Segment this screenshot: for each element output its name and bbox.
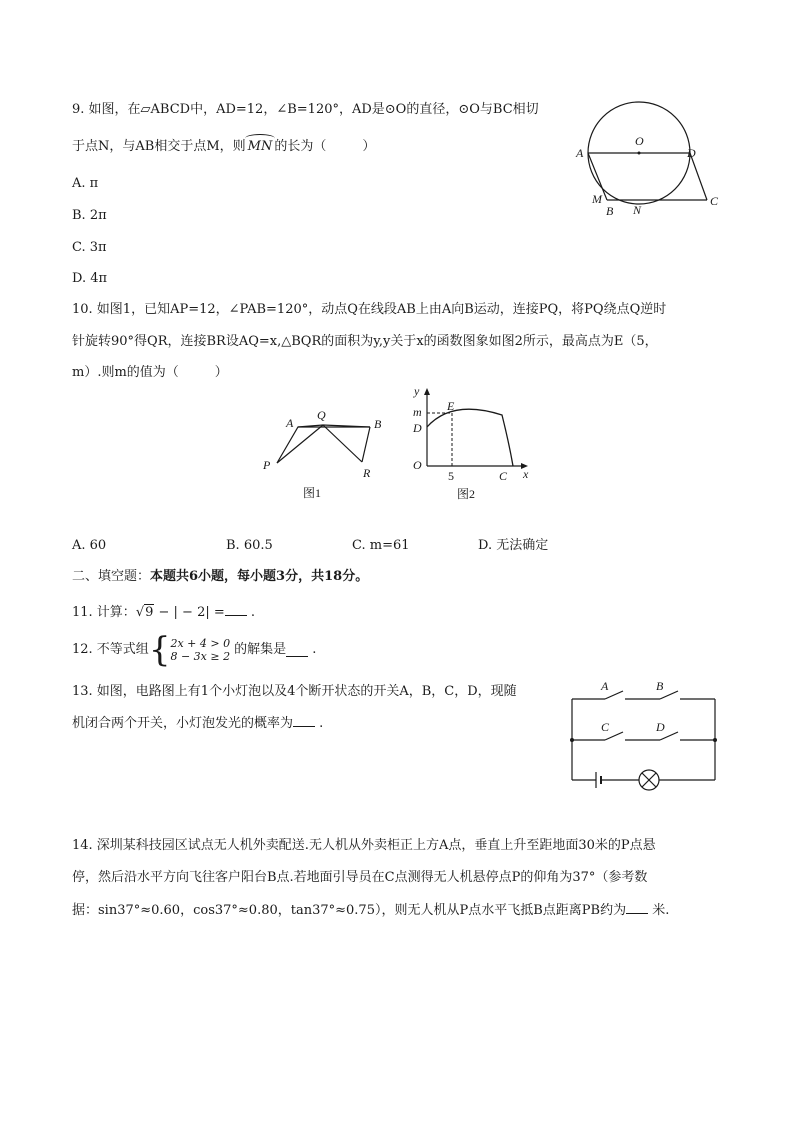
fig2-caption: 图2 [457, 487, 476, 501]
fig1-caption: 图1 [303, 486, 322, 500]
label-n: N [633, 203, 642, 217]
q13-line-2-b: . [315, 716, 324, 731]
q11-line [72, 603, 255, 622]
fig2-label-x: x [523, 467, 529, 481]
q12-line [72, 630, 317, 670]
q12-ineq-1: 2x + 4 > 0 [170, 637, 231, 650]
label-o: O [635, 134, 644, 148]
q10-figure-2 [405, 383, 540, 508]
label-a: A [576, 146, 584, 160]
label-c: C [710, 194, 719, 208]
fig1-label-p: P [263, 458, 271, 472]
q11-answer-blank[interactable] [225, 603, 247, 616]
fig1-segment-br [362, 427, 370, 462]
q9-option-b: B. 2π [72, 208, 107, 223]
q12-prefix: 12. 不等式组 [72, 642, 149, 657]
arc-mn-label: MN [247, 139, 273, 154]
q12-brace: { [148, 630, 171, 670]
junction-left [570, 738, 574, 742]
q13-answer-blank[interactable] [293, 714, 315, 727]
fig1-segment-pqab [277, 425, 370, 463]
fig1-label-r: R [363, 466, 371, 480]
q10-line-3 [72, 364, 228, 382]
fig1-label-a: A [286, 416, 294, 430]
switch-label-b: B [656, 679, 664, 693]
side-dc [690, 153, 707, 200]
q14-line-3-a: 据：sin37°≈0.60，cos37°≈0.80，tan37°≈0.75），则无人机从P点水平飞抵B点距离PB约为 [72, 903, 627, 918]
q12-ineq-2: 8 − 3x ≥ 2 [170, 650, 231, 663]
switch-label-d: D [656, 720, 665, 734]
q12-suffix: 的解集是 [234, 642, 287, 657]
q10-line-3-a: m）.则m的值为（ [72, 365, 179, 380]
q10-line-3-b: ） [214, 365, 228, 380]
switch-label-a: A [601, 679, 609, 693]
q10-figure-1 [255, 405, 395, 505]
q11-end: . [246, 605, 256, 620]
q14-line-2: 停，然后沿水平方向飞往客户阳台B点.若地面引导员在C点测得无人机悬停点P的仰角为37°（参考数 [72, 870, 648, 885]
q9-line-2 [72, 138, 375, 156]
q12-answer-blank[interactable] [286, 644, 308, 657]
q10-option-d: D. 无法确定 [478, 538, 549, 553]
q10-line-2: 针旋转90°得QR，连接BR设AQ=x,△BQR的面积为y,y关于x的函数图象如图2所示，最高点为E（5， [72, 334, 658, 349]
q13-line-1: 13. 如图，电路图上有1个小灯泡以及4个断开状态的开关A，B，C，D，现随 [72, 684, 517, 699]
q9-line-2-a: 于点N，与AB相交于点M，则 [72, 139, 246, 154]
fig2-label-m: m [413, 405, 422, 419]
q11-sqrt-sign: √ [135, 605, 145, 620]
q10-option-c: C. m=61 [352, 538, 410, 553]
q9-option-a: A. π [72, 176, 99, 191]
q14-answer-blank[interactable] [626, 901, 648, 914]
fig1-segment-qr [323, 425, 362, 462]
q14-line-1: 14. 深圳某科技园区试点无人机外卖配送.无人机从外卖柜正上方A点，垂直上升至距地面30米的P点悬 [72, 838, 656, 853]
switch-label-c: C [601, 720, 610, 734]
q13-line-2 [72, 714, 323, 733]
label-b: B [606, 204, 614, 218]
fig2-curve [427, 409, 513, 466]
fig1-label-b: B [374, 417, 382, 431]
fig2-label-d: D [413, 421, 422, 435]
q10-option-b: B. 60.5 [226, 538, 273, 553]
q12-system [170, 637, 230, 663]
fig1-label-q: Q [317, 408, 326, 422]
q13-circuit-figure [565, 678, 725, 793]
q9-option-c: C. 3π [72, 240, 107, 255]
q13-line-2-a: 机闭合两个开关，小灯泡发光的概率为 [72, 716, 294, 731]
fig2-label-y: y [414, 384, 420, 398]
section-2-bold: 本题共6小题，每小题3分，共18分。 [150, 569, 369, 584]
q9-line-1: 9. 如图，在▱ABCD中，AD=12，∠B=120°，AD是⊙O的直径，⊙O与BC相切 [72, 102, 539, 117]
section-2-prefix: 二、填空题： [72, 569, 151, 584]
q9-option-d: D. 4π [72, 271, 108, 286]
junction-right [713, 738, 717, 742]
q11-prefix: 11. 计算： [72, 605, 136, 620]
fig2-label-c: C [499, 469, 508, 483]
q10-line-1: 10. 如图1，已知AP=12，∠PAB=120°，动点Q在线段AB上由A向B运动，连接PQ，将PQ绕点Q逆时 [72, 302, 667, 317]
label-d: D [687, 146, 696, 160]
q10-option-a: A. 60 [72, 538, 107, 553]
label-m: M [592, 192, 602, 206]
q9-line-2-c: ） [362, 139, 376, 154]
q14-line-3-b: 米. [648, 903, 670, 918]
q11-sqrt [136, 604, 155, 622]
q9-line-2-b: 的长为（ [274, 139, 327, 154]
fig2-label-o: O [413, 458, 422, 472]
fig1-segment-pq [277, 425, 323, 463]
q14-line-3 [72, 901, 669, 920]
fig2-label-e: E [447, 399, 455, 413]
section-2-heading [72, 568, 368, 586]
q12-end: . [308, 642, 317, 657]
q11-radicand: 9 [145, 605, 154, 620]
fig2-y-arrow [424, 388, 430, 395]
q9-circle-figure [570, 95, 730, 225]
q11-rest: − | − 2| = [154, 605, 225, 620]
fig2-label-5: 5 [448, 469, 454, 483]
center-o-point [638, 152, 641, 155]
